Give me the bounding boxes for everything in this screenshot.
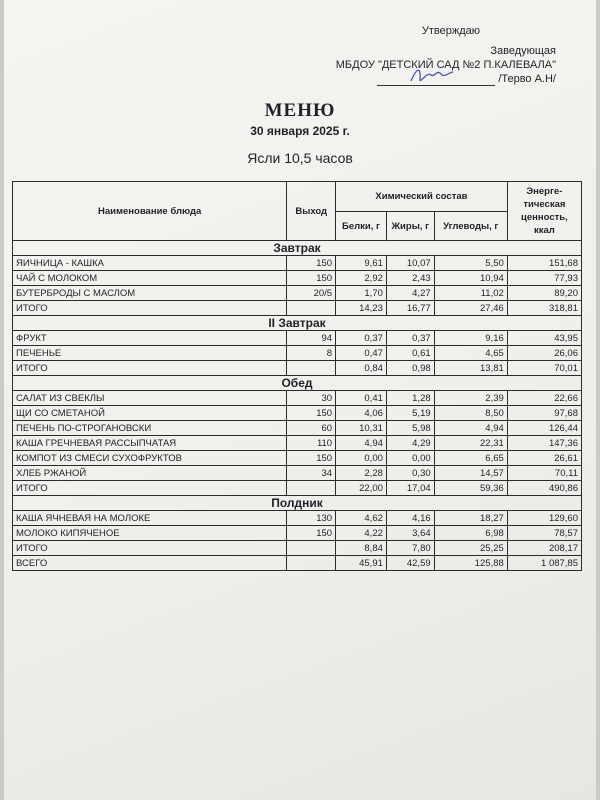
value-carbs: 9,16 <box>434 331 507 346</box>
value-fat: 2,43 <box>386 271 434 286</box>
header-fat: Жиры, г <box>386 212 434 241</box>
value-carbs: 5,50 <box>434 256 507 271</box>
dish-row <box>13 346 582 361</box>
approval-organization: МБДОУ "ДЕТСКИЙ САД №2 П.КАЛЕВАЛА" <box>335 59 556 71</box>
value-protein: 0,37 <box>336 331 387 346</box>
dish-name: САЛАТ ИЗ СВЕКЛЫ <box>13 391 287 406</box>
meal-name: Завтрак <box>13 241 582 256</box>
meal-total-row <box>13 541 582 556</box>
dish-output <box>287 361 336 376</box>
value-energy: 77,93 <box>507 271 581 286</box>
value-energy: 1 087,85 <box>507 556 581 571</box>
value-protein: 0,47 <box>336 346 387 361</box>
dish-name: ХЛЕБ РЖАНОЙ <box>13 466 287 481</box>
value-carbs: 4,65 <box>434 346 507 361</box>
value-fat: 0,98 <box>386 361 434 376</box>
dish-output <box>287 556 336 571</box>
value-protein: 1,70 <box>336 286 387 301</box>
value-energy: 89,20 <box>507 286 581 301</box>
header-chem: Химический состав <box>336 182 508 212</box>
dish-name: ПЕЧЕНЬЕ <box>13 346 287 361</box>
dish-output: 34 <box>287 466 336 481</box>
grand-total-row <box>13 556 582 571</box>
dish-output <box>287 481 336 496</box>
value-energy: 97,68 <box>507 406 581 421</box>
value-energy: 147,36 <box>507 436 581 451</box>
value-energy: 318,81 <box>507 301 581 316</box>
header-name: Наименование блюда <box>13 182 287 241</box>
dish-row <box>13 406 582 421</box>
value-fat: 0,37 <box>386 331 434 346</box>
meal-header-row <box>13 316 582 331</box>
dish-output <box>287 541 336 556</box>
dish-name: МОЛОКО КИПЯЧЕНОЕ <box>13 526 287 541</box>
dish-output: 150 <box>287 451 336 466</box>
header-carbs: Углеводы, г <box>434 212 507 241</box>
value-protein: 4,62 <box>336 511 387 526</box>
menu-document <box>4 0 596 800</box>
value-protein: 0,41 <box>336 391 387 406</box>
value-protein: 10,31 <box>336 421 387 436</box>
dish-output <box>287 301 336 316</box>
meal-header-row <box>13 496 582 511</box>
value-fat: 0,00 <box>386 451 434 466</box>
menu-body <box>13 241 582 571</box>
value-carbs: 25,25 <box>434 541 507 556</box>
value-protein: 8,84 <box>336 541 387 556</box>
value-carbs: 11,02 <box>434 286 507 301</box>
dish-output: 60 <box>287 421 336 436</box>
dish-name: КАША ЯЧНЕВАЯ НА МОЛОКЕ <box>13 511 287 526</box>
dish-row <box>13 421 582 436</box>
value-protein: 4,94 <box>336 436 387 451</box>
meal-name: Обед <box>13 376 582 391</box>
value-carbs: 10,94 <box>434 271 507 286</box>
value-energy: 26,61 <box>507 451 581 466</box>
dish-name: ЧАЙ С МОЛОКОМ <box>13 271 287 286</box>
value-fat: 5,19 <box>386 406 434 421</box>
dish-row <box>13 271 582 286</box>
dish-row <box>13 436 582 451</box>
signature-image <box>407 65 457 87</box>
dish-name: БУТЕРБРОДЫ С МАСЛОМ <box>13 286 287 301</box>
value-fat: 4,16 <box>386 511 434 526</box>
document-title: МЕНЮ <box>264 100 336 121</box>
value-protein: 0,84 <box>336 361 387 376</box>
signature-row <box>336 72 556 86</box>
value-fat: 1,28 <box>386 391 434 406</box>
value-energy: 129,60 <box>507 511 581 526</box>
dish-row <box>13 391 582 406</box>
document-date: 30 января 2025 г. <box>250 124 350 138</box>
value-protein: 2,28 <box>336 466 387 481</box>
dish-name: ЯИЧНИЦА - КАШКА <box>13 256 287 271</box>
total-label: ВСЕГО <box>13 556 287 571</box>
dish-output: 110 <box>287 436 336 451</box>
dish-name: ЩИ СО СМЕТАНОЙ <box>13 406 287 421</box>
value-energy: 43,95 <box>507 331 581 346</box>
value-fat: 17,04 <box>386 481 434 496</box>
meal-name: Полдник <box>13 496 582 511</box>
meal-total-row <box>13 301 582 316</box>
value-protein: 4,06 <box>336 406 387 421</box>
value-carbs: 4,94 <box>434 421 507 436</box>
meal-name: II Завтрак <box>13 316 582 331</box>
dish-row <box>13 466 582 481</box>
meal-total-row <box>13 481 582 496</box>
dish-output: 8 <box>287 346 336 361</box>
value-protein: 0,00 <box>336 451 387 466</box>
header-output: Выход <box>287 182 336 241</box>
dish-name: ПЕЧЕНЬ ПО-СТРОГАНОВСКИ <box>13 421 287 436</box>
value-energy: 208,17 <box>507 541 581 556</box>
dish-row <box>13 331 582 346</box>
dish-row <box>13 526 582 541</box>
approval-position: Заведующая <box>490 45 556 57</box>
dish-output: 150 <box>287 406 336 421</box>
dish-name: ФРУКТ <box>13 331 287 346</box>
value-carbs: 22,31 <box>434 436 507 451</box>
meal-header-row <box>13 241 582 256</box>
value-carbs: 13,81 <box>434 361 507 376</box>
total-label: ИТОГО <box>13 481 287 496</box>
value-energy: 490,86 <box>507 481 581 496</box>
value-fat: 3,64 <box>386 526 434 541</box>
dish-output: 150 <box>287 271 336 286</box>
dish-row <box>13 511 582 526</box>
menu-table <box>12 181 582 571</box>
signature-line <box>377 73 495 86</box>
value-energy: 151,68 <box>507 256 581 271</box>
value-fat: 4,29 <box>386 436 434 451</box>
header-energy: Энерге-тическая ценность, ккал <box>507 182 581 241</box>
total-label: ИТОГО <box>13 361 287 376</box>
value-protein: 14,23 <box>336 301 387 316</box>
total-label: ИТОГО <box>13 301 287 316</box>
value-carbs: 125,88 <box>434 556 507 571</box>
meal-total-row <box>13 361 582 376</box>
value-fat: 42,59 <box>386 556 434 571</box>
value-carbs: 59,36 <box>434 481 507 496</box>
dish-output: 94 <box>287 331 336 346</box>
value-fat: 16,77 <box>386 301 434 316</box>
total-label: ИТОГО <box>13 541 287 556</box>
dish-output: 130 <box>287 511 336 526</box>
header-protein: Белки, г <box>336 212 387 241</box>
dish-name: КАША ГРЕЧНЕВАЯ РАССЫПЧАТАЯ <box>13 436 287 451</box>
value-protein: 45,91 <box>336 556 387 571</box>
value-carbs: 8,50 <box>434 406 507 421</box>
value-carbs: 6,98 <box>434 526 507 541</box>
value-carbs: 6,65 <box>434 451 507 466</box>
value-fat: 0,61 <box>386 346 434 361</box>
value-fat: 0,30 <box>386 466 434 481</box>
approval-block <box>336 24 556 86</box>
approval-signatory: /Терво А.Н/ <box>498 73 556 85</box>
value-carbs: 18,27 <box>434 511 507 526</box>
dish-row <box>13 256 582 271</box>
document-group: Ясли 10,5 часов <box>247 150 353 166</box>
meal-header-row <box>13 376 582 391</box>
value-energy: 126,44 <box>507 421 581 436</box>
dish-row <box>13 286 582 301</box>
dish-output: 20/5 <box>287 286 336 301</box>
value-fat: 7,80 <box>386 541 434 556</box>
dish-row <box>13 451 582 466</box>
value-energy: 26,06 <box>507 346 581 361</box>
value-carbs: 14,57 <box>434 466 507 481</box>
value-fat: 10,07 <box>386 256 434 271</box>
value-protein: 2,92 <box>336 271 387 286</box>
value-carbs: 2,39 <box>434 391 507 406</box>
value-protein: 9,61 <box>336 256 387 271</box>
dish-name: КОМПОТ ИЗ СМЕСИ СУХОФРУКТОВ <box>13 451 287 466</box>
value-energy: 70,11 <box>507 466 581 481</box>
approval-title: Утверждаю <box>421 25 480 37</box>
value-energy: 70,01 <box>507 361 581 376</box>
value-energy: 78,57 <box>507 526 581 541</box>
value-fat: 4,27 <box>386 286 434 301</box>
value-protein: 4,22 <box>336 526 387 541</box>
value-carbs: 27,46 <box>434 301 507 316</box>
value-energy: 22,66 <box>507 391 581 406</box>
value-protein: 22,00 <box>336 481 387 496</box>
dish-output: 150 <box>287 526 336 541</box>
dish-output: 150 <box>287 256 336 271</box>
dish-output: 30 <box>287 391 336 406</box>
value-fat: 5,98 <box>386 421 434 436</box>
